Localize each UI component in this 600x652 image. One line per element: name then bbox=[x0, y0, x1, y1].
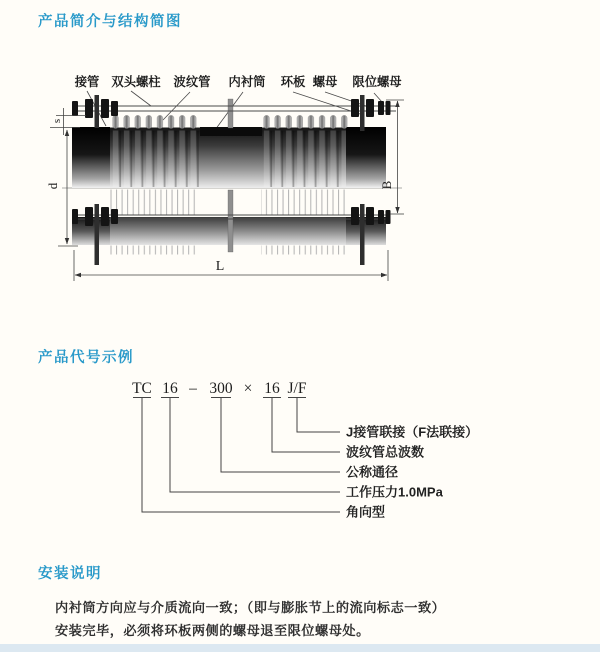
code-token-pressure: 16 bbox=[162, 380, 178, 397]
ring-plate-right-bottom bbox=[360, 204, 365, 265]
dim-label-L: L bbox=[215, 259, 225, 274]
bellows-ribs-right bbox=[261, 115, 349, 129]
section-title-install: 安装说明 bbox=[38, 566, 102, 582]
limit-nut-right-top bbox=[378, 101, 384, 115]
dimension-L bbox=[74, 250, 388, 281]
dim-label-s: s bbox=[51, 118, 63, 124]
dim-label-d: d bbox=[45, 182, 60, 190]
ring-plate-right-top bbox=[360, 95, 365, 131]
ring-plate-left-top bbox=[95, 95, 100, 128]
right-pipe-end bbox=[346, 127, 386, 188]
code-token-waves: 16 bbox=[264, 380, 280, 397]
inner-liner-edge bbox=[200, 127, 262, 136]
limit-nut-left-bottom bbox=[72, 209, 78, 224]
center-bar-upper bbox=[228, 99, 233, 128]
part-label-xianwei: 限位螺母 bbox=[352, 75, 402, 89]
ring-plate-left-bottom bbox=[95, 204, 100, 265]
code-connectors bbox=[142, 398, 340, 513]
bellows-ribs-left bbox=[110, 115, 199, 129]
part-label-neichentong: 内衬筒 bbox=[228, 75, 266, 89]
code-token-conn: J/F bbox=[287, 380, 307, 397]
part-label-shuangtou: 双头螺柱 bbox=[111, 75, 161, 89]
code-token-times: × bbox=[243, 380, 253, 397]
section-title-intro: 产品简介与结构简图 bbox=[38, 14, 182, 30]
section-title-code: 产品代号示例 bbox=[38, 350, 134, 366]
code-annotation-diameter: 公称通径 bbox=[346, 464, 399, 480]
install-note-line2: 安装完毕，必须将环板两侧的螺母退至限位螺母处。 bbox=[55, 622, 370, 638]
code-annotation-type: 角向型 bbox=[346, 504, 386, 520]
structure-diagram bbox=[40, 62, 470, 314]
code-annotation-waves: 波纹管总波数 bbox=[346, 444, 425, 460]
code-token-diameter: 300 bbox=[209, 380, 233, 397]
limit-nut-right-bottom bbox=[378, 210, 384, 224]
code-token-dash: – bbox=[189, 380, 197, 397]
center-bar-lower bbox=[228, 190, 233, 252]
install-note-line1: 内衬筒方向应与介质流向一致；（即与膨胀节上的流向标志一致） bbox=[55, 600, 446, 615]
left-pipe-end bbox=[72, 127, 110, 188]
part-label-bowenguan: 波纹管 bbox=[173, 75, 211, 89]
part-label-huanban: 环板 bbox=[280, 75, 306, 89]
code-annotation-connection: J接管联接（F法联接） bbox=[346, 424, 479, 440]
part-label-jieguan: 接管 bbox=[74, 75, 100, 89]
limit-nut-left-top bbox=[72, 101, 78, 116]
footer-strip bbox=[0, 644, 600, 652]
dim-label-B: B bbox=[379, 180, 394, 190]
part-label-luomu: 螺母 bbox=[312, 75, 338, 89]
code-annotation-pressure: 工作压力1.0MPa bbox=[346, 484, 443, 500]
install-notes bbox=[55, 597, 525, 642]
code-token-type: TC bbox=[132, 380, 152, 397]
product-code-diagram bbox=[118, 376, 520, 526]
